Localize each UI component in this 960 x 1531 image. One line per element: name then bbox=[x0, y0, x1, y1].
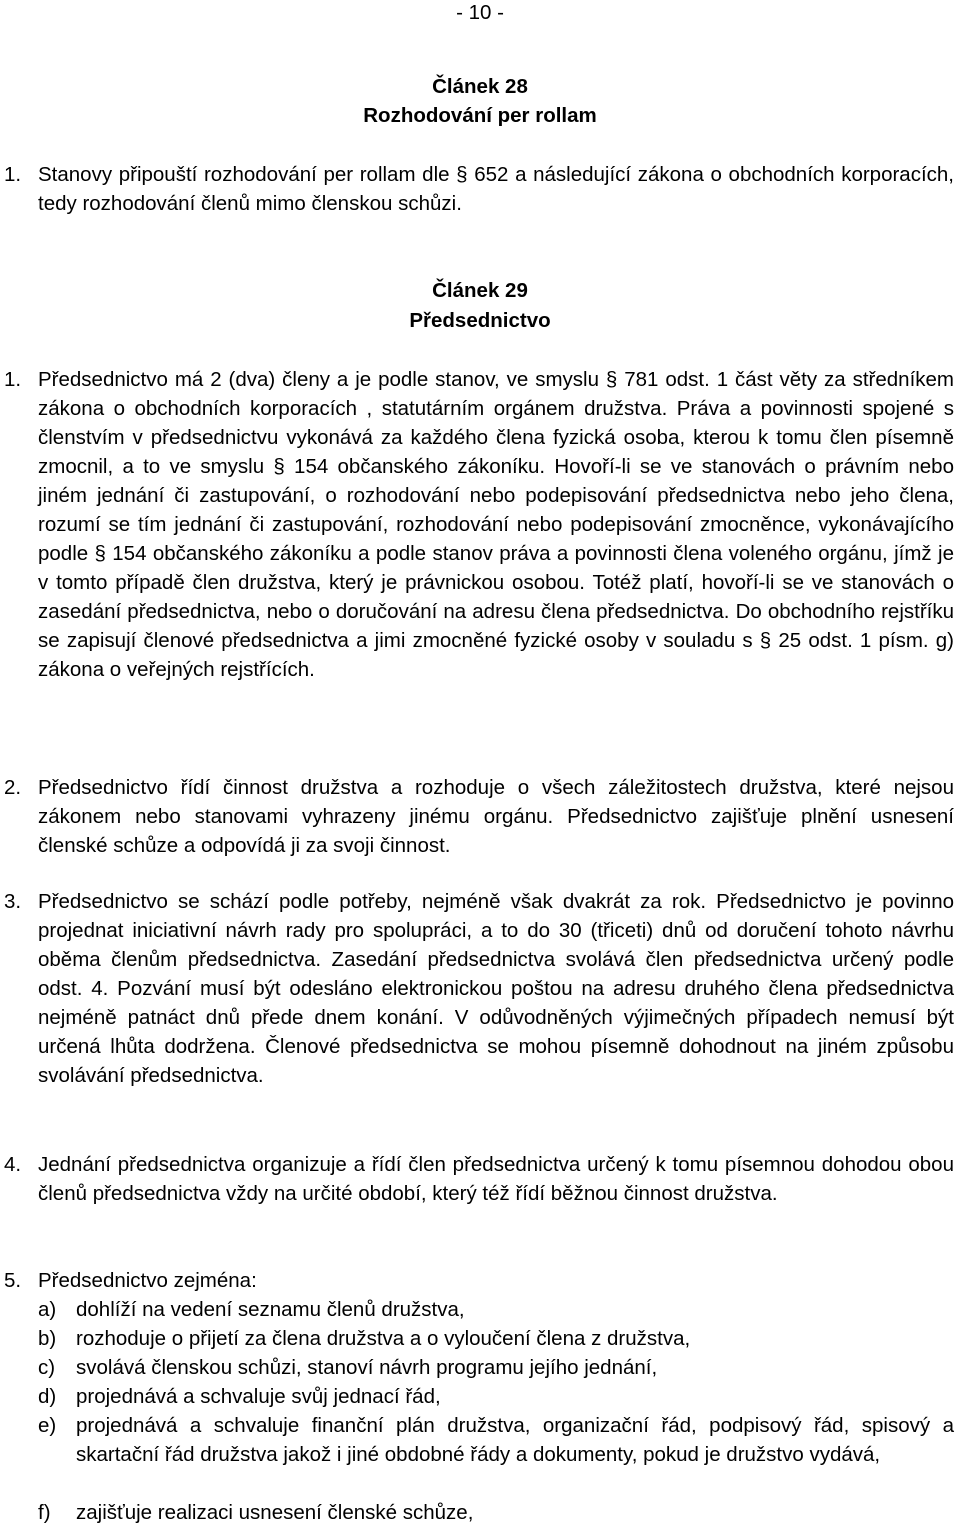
list-item bbox=[38, 1353, 954, 1382]
list-item-label: d) bbox=[38, 1385, 57, 1408]
list-item bbox=[38, 1382, 954, 1411]
list-item-text: projednává a schvaluje finanční plán družstva, organizační řád, podpisový řád, spisový a skartační řád družstva jakož i jiné obdobné řády a dokumenty, pokud je družstvo vydává, bbox=[76, 1414, 954, 1466]
list-item-text: dohlíží na vedení seznamu členů družstva, bbox=[76, 1298, 465, 1321]
list-item-text: svolává členskou schůzi, stanoví návrh programu jejího jednání, bbox=[76, 1356, 658, 1379]
list-item bbox=[38, 1498, 954, 1527]
list-item-label: f) bbox=[38, 1501, 51, 1524]
list-item-text: projednává a schvaluje svůj jednací řád, bbox=[76, 1385, 441, 1408]
article-29-title: Článek 29 bbox=[432, 279, 528, 302]
article-28-item-1-number: 1. bbox=[4, 163, 22, 186]
list-item-label: b) bbox=[38, 1327, 57, 1350]
article-29-subtitle: Předsednictvo bbox=[409, 309, 551, 332]
article-29-item-2-number: 2. bbox=[4, 776, 22, 799]
list-item-text: zajišťuje realizaci usnesení členské schůze, bbox=[76, 1501, 474, 1524]
list-item bbox=[38, 1295, 954, 1324]
article-29-item-3-number: 3. bbox=[4, 890, 22, 913]
list-item-label: c) bbox=[38, 1356, 56, 1379]
article-29-item-3-text: Předsednictvo se schází podle potřeby, nejméně však dvakrát za rok. Předsednictvo je povinno projednat iniciativní návrh rady pro spolupráci, a to do 30 (třiceti) dnů od doručení tohoto návrhu oběma členům předsednictva. Zasedání předsednictva svolává člen předsednictva určený podle odst. 4. Pozvání musí být odesláno elektronickou poštou na adresu druhého člena předsednictva nejméně patnáct dnů přede dnem konání. V odůvodněných výjimečných případech nemusí být určená lhůta dodržena. Členové předsednictva se mohou písemně dohodnout na jiném způsobu svolávání předsednictva. bbox=[38, 890, 954, 1087]
article-29-item-5-number: 5. bbox=[4, 1269, 22, 1292]
list-item-label: e) bbox=[38, 1414, 57, 1437]
list-item-text: rozhoduje o přijetí za člena družstva a o vyloučení člena z družstva, bbox=[76, 1327, 691, 1350]
list-item bbox=[38, 1324, 954, 1353]
article-29-item-2-text: Předsednictvo řídí činnost družstva a rozhoduje o všech záležitostech družstva, které nejsou zákonem nebo stanovami vyhrazeny jinému orgánu. Předsednictvo zajišťuje plnění usnesení členské schůze a odpovídá ji za svoji činnost. bbox=[38, 776, 954, 857]
article-28-item-1-text: Stanovy připouští rozhodování per rollam dle § 652 a následující zákona o obchodních korporacích, tedy rozhodování členů mimo členskou schůzi. bbox=[38, 163, 954, 215]
list-item bbox=[38, 1411, 954, 1469]
list-item-label: a) bbox=[38, 1298, 57, 1321]
article-29-item-1-number: 1. bbox=[4, 368, 22, 391]
article-28-title: Článek 28 bbox=[432, 75, 528, 98]
article-29-item-4-number: 4. bbox=[4, 1153, 22, 1176]
article-29-item-5-text: Předsednictvo zejména: bbox=[38, 1269, 257, 1292]
page-number: - 10 - bbox=[456, 1, 504, 24]
article-29-item-1-text: Předsednictvo má 2 (dva) členy a je podle stanov, ve smyslu § 781 odst. 1 část věty za středníkem zákona o obchodních korporacích , statutárním orgánem družstva. Práva a povinnosti spojené s členstvím v předsednictvu vykonává za každého člena fyzická osoba, kterou k tomu člen písemně zmocnil, a to ve smyslu § 154 občanského zákoníku. Hovoří-li se ve stanovách o právním nebo jiném jednání či zastupování, o rozhodování nebo podepisování předsednictva nebo jeho člena, rozumí se tím jednání či zastupování, rozhodování nebo podepisování zmocněnce, vykonávajícího podle § 154 občanského zákoníku a podle stanov práva a povinnosti člena voleného orgánu, jímž je v tomto případě člen družstva, který je právnickou osobou. Totéž platí, hovoří-li se ve stanovách o zasedání předsednictva, nebo o doručování na adresu člena předsednictva. Do obchodního rejstříku se zapisují členové předsednictva a jimi zmocněné fyzické osoby v souladu s § 25 odst. 1 písm. g) zákona o veřejných rejstřících. bbox=[38, 368, 954, 681]
article-29-item-4-text: Jednání předsednictva organizuje a řídí člen předsednictva určený k tomu písemnou dohodou obou členů předsednictva vždy na určité období, který též řídí běžnou činnost družstva. bbox=[38, 1153, 954, 1205]
article-28-subtitle: Rozhodování per rollam bbox=[363, 104, 597, 127]
